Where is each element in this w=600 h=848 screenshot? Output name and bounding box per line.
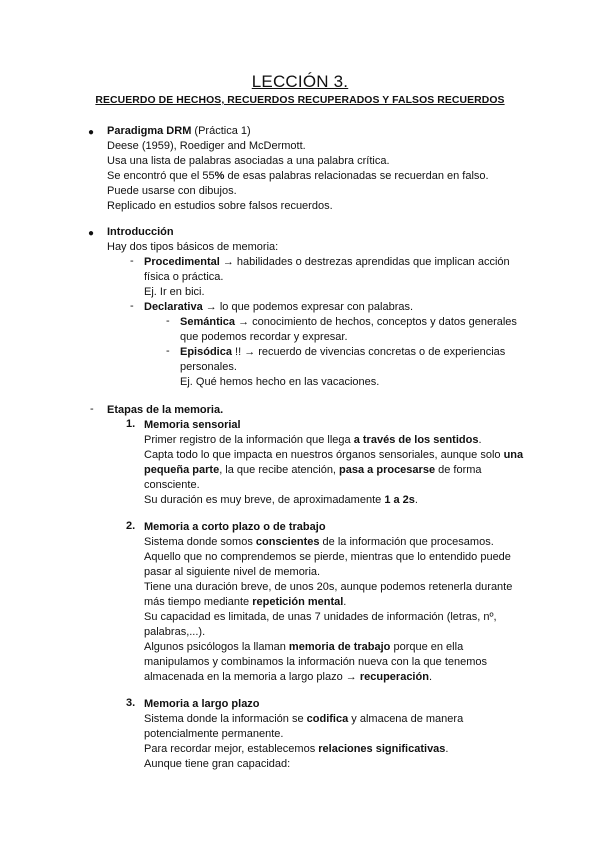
stage-text: Primer registro de la información que llega	[144, 434, 354, 446]
stage-text: Para recordar mejor, establecemos	[144, 743, 319, 755]
stage-bold: pequeña parte	[144, 464, 220, 476]
epi-example: Ej. Qué hemos hecho en las vacaciones.	[180, 376, 380, 388]
drm-line: Replicado en estudios sobre falsos recuerdos.	[107, 200, 333, 212]
dash-marker: -	[130, 255, 134, 267]
stage-line	[144, 742, 448, 757]
stage-text: y almacena de manera	[348, 713, 464, 725]
stage-text: Algunos psicólogos la llaman	[144, 641, 289, 653]
drm-line	[107, 169, 489, 184]
drm-line: Puede usarse con dibujos.	[107, 185, 237, 197]
stage-bold: repetición mental	[252, 596, 344, 608]
drm-percent: %	[214, 170, 225, 182]
drm-heading-line	[107, 124, 251, 139]
stage-line	[144, 433, 482, 448]
stage-line: Aunque tiene gran capacidad:	[144, 758, 291, 770]
sem-text: → conocimiento de hechos, conceptos y datos generales	[235, 316, 517, 328]
epi-label: Episódica	[180, 346, 232, 358]
proc-line: física o práctica.	[144, 271, 224, 283]
epi-text: !! → recuerdo de vivencias concretas o de experiencias	[231, 346, 506, 358]
drm-heading: Paradigma DRM	[107, 125, 192, 137]
stage-number: 2.	[126, 520, 136, 532]
bullet-icon: ●	[88, 127, 95, 138]
stage-bold: codifica	[306, 713, 349, 725]
dash-marker: -	[130, 300, 134, 312]
stage-text: .	[414, 494, 418, 506]
stage-line: consciente.	[144, 479, 200, 491]
decl-label: Declarativa	[144, 301, 203, 313]
stage-line: Tiene una duración breve, de unos 20s, aunque podemos retenerla durante	[144, 581, 513, 593]
stages-heading: Etapas de la memoria.	[107, 404, 224, 416]
sem-line	[180, 315, 517, 330]
proc-text: → habilidades o destrezas aprendidas que implican acción	[219, 256, 510, 268]
stage-text: .	[478, 434, 482, 446]
stage-text: , la que recibe atención,	[219, 464, 340, 476]
stage-text: .	[343, 596, 347, 608]
stage-bold: una	[503, 449, 524, 461]
stage-text: porque en ella	[390, 641, 464, 653]
stage-bold: 1 a 2s	[384, 494, 415, 506]
stage-title: Memoria sensorial	[144, 419, 241, 431]
drm-text: de esas palabras relacionadas se recuerdan en falso.	[224, 170, 489, 182]
stage-line	[144, 595, 346, 610]
drm-line: Usa una lista de palabras asociadas a una palabra crítica.	[107, 155, 390, 167]
proc-example: Ej. Ir en bici.	[144, 286, 205, 298]
stage-text: Capta todo lo que impacta en nuestros órganos sensoriales, aunque solo	[144, 449, 504, 461]
page-title: LECCIÓN 3.	[251, 72, 349, 91]
stage-bold: memoria de trabajo	[288, 641, 391, 653]
stage-line: potencialmente permanente.	[144, 728, 284, 740]
stage-text: Sistema donde somos	[144, 536, 256, 548]
stage-text: Su duración es muy breve, de aproximadamente	[144, 494, 385, 506]
intro-line: Hay dos tipos básicos de memoria:	[107, 241, 279, 253]
stage-bold: a través de los sentidos	[353, 434, 479, 446]
dash-marker: -	[90, 403, 94, 415]
stage-line: Aquello que no comprendemos se pierde, mientras que lo entendido puede	[144, 551, 511, 563]
stage-text: de forma	[435, 464, 482, 476]
stage-text: .	[428, 671, 432, 683]
stage-number: 1.	[126, 418, 136, 430]
page-subtitle: RECUERDO DE HECHOS, RECUERDOS RECUPERADOS Y FALSOS RECUERDOS	[95, 95, 505, 106]
drm-line: Deese (1959), Roediger and McDermott.	[107, 140, 306, 152]
stage-line	[144, 640, 463, 655]
stage-line	[144, 535, 494, 550]
stage-bold: relaciones significativas	[318, 743, 446, 755]
sem-line: que podemos recordar y expresar.	[180, 331, 348, 343]
stage-line: palabras,...).	[144, 626, 206, 638]
decl-text: → lo que podemos expresar con palabras.	[202, 301, 414, 313]
decl-line	[144, 300, 413, 315]
dash-marker: -	[166, 315, 170, 327]
stage-text: más tiempo mediante	[144, 596, 253, 608]
stage-text: .	[445, 743, 449, 755]
drm-text: Se encontró que el 55	[107, 170, 215, 182]
stage-line	[144, 493, 418, 508]
stage-line: manipulamos y combinamos la información nueva con la que tenemos	[144, 656, 488, 668]
proc-label: Procedimental	[144, 256, 220, 268]
stage-line: Su capacidad es limitada, de unas 7 unidades de información (letras, nº,	[144, 611, 497, 623]
stage-bold: recuperación	[359, 671, 429, 683]
epi-line	[180, 345, 505, 360]
stage-line	[144, 463, 482, 478]
stage-line	[144, 670, 432, 685]
stage-text: de la información que procesamos.	[319, 536, 494, 548]
stage-number: 3.	[126, 697, 136, 709]
stage-line	[144, 712, 463, 727]
stage-bold: pasa a procesarse	[339, 464, 436, 476]
stage-text: Sistema donde la información se	[144, 713, 307, 725]
sem-label: Semántica	[180, 316, 236, 328]
stage-text: almacenada en la memoria a largo plazo →	[144, 671, 360, 683]
dash-marker: -	[166, 345, 170, 357]
stage-bold: conscientes	[255, 536, 320, 548]
stage-line: pasar al siguiente nivel de memoria.	[144, 566, 321, 578]
epi-line: personales.	[180, 361, 237, 373]
stage-title: Memoria a largo plazo	[144, 698, 260, 710]
stage-line	[144, 448, 523, 463]
drm-heading-suffix: (Práctica 1)	[191, 125, 251, 137]
bullet-icon: ●	[88, 228, 95, 239]
proc-line	[144, 255, 510, 270]
stage-title: Memoria a corto plazo o de trabajo	[144, 521, 326, 533]
intro-heading: Introducción	[107, 226, 174, 238]
